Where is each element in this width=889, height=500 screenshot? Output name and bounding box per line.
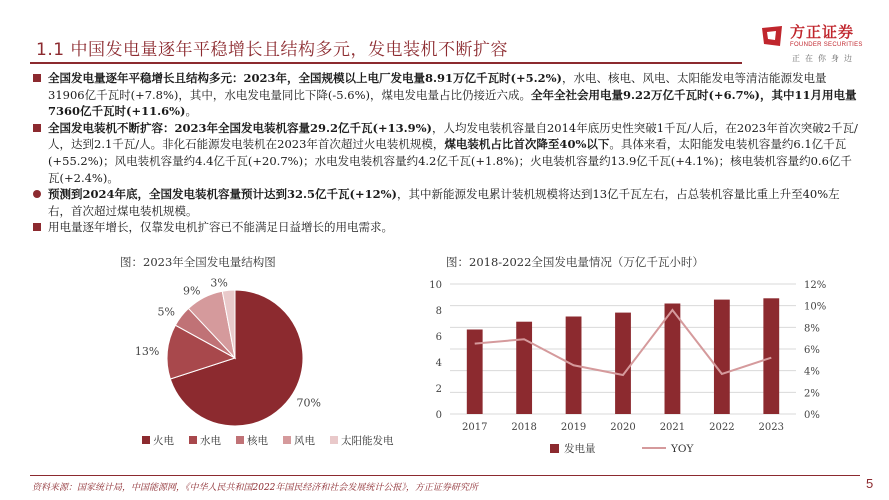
bar xyxy=(714,300,730,414)
logo-mark-icon xyxy=(760,24,784,48)
bullet-item xyxy=(32,186,862,219)
x-tick-label: 2017 xyxy=(461,422,488,433)
legend-swatch xyxy=(283,436,291,444)
y-tick-left: 10 xyxy=(429,280,442,291)
pie-data-label: 70% xyxy=(296,396,321,410)
bullet-circle-icon xyxy=(33,190,41,198)
pie-data-label: 13% xyxy=(134,344,160,358)
bullet-item xyxy=(32,219,862,236)
bullet-text-bold: 煤电装机占比首次降至40%以下 xyxy=(444,137,610,152)
pie-data-label: 9% xyxy=(183,284,201,298)
footer-divider xyxy=(30,475,860,476)
legend-label: 风电 xyxy=(294,435,315,447)
company-logo xyxy=(760,18,875,68)
x-tick-label: 2023 xyxy=(758,422,785,433)
x-tick-label: 2022 xyxy=(709,422,735,433)
bullet-text: ，水电、核电、风电、太阳能发电等清洁能源发电量31906亿千瓦时(+7.8%)，其中，水电发电量同比下降(-5.6%)，煤电发电量占比仍接近六成。 xyxy=(48,71,827,102)
y-tick-left: 4 xyxy=(435,358,442,369)
bar xyxy=(516,322,532,414)
y-tick-left: 2 xyxy=(435,384,442,395)
page-title: 1.1 中国发电量逐年平稳增长且结构多元，发电装机不断扩容 xyxy=(36,40,508,60)
bullet-text: 。具体来看，太阳能发电装机容量约6.1亿千瓦(+55.2%)；风电装机容量约4.4亿千瓦(+20.7%)；水电发电装机容量约4.2亿千瓦(+1.8%)；火电装机容量约13.9亿千瓦(+4.1%)；核电装机容量约0.6亿千瓦(+2.4%)。 xyxy=(48,137,852,185)
bullet-text: ，其中新能源发电累计装机规模将达到13亿千瓦左右，占总装机容量比重上升至40%左右，首次超过煤电装机规模。 xyxy=(48,187,840,218)
legend-label: 核电 xyxy=(247,435,268,447)
legend-label: 火电 xyxy=(153,435,174,447)
pie-data-label: 3% xyxy=(210,276,228,290)
legend-label: YOY xyxy=(671,443,694,455)
bullet-text: 。 xyxy=(185,104,197,119)
pie-chart xyxy=(100,270,400,460)
pie-chart-title: 图：2023年全国发电量结构图 xyxy=(120,255,276,269)
bullet-square-icon xyxy=(33,124,41,132)
bar xyxy=(615,313,631,414)
legend-label: 太阳能发电 xyxy=(341,435,394,447)
y-tick-right: 4% xyxy=(804,366,820,378)
bullet-item xyxy=(32,70,862,120)
legend-swatch xyxy=(330,436,338,444)
source-note: 资料来源：国家统计局，中国能源网，《中华人民共和国2022年国民经济和社会发展统计公报》，方正证券研究所 xyxy=(32,483,478,493)
page-number: 5 xyxy=(866,476,874,491)
header xyxy=(0,0,889,63)
y-tick-left: 0 xyxy=(435,410,442,421)
legend-swatch xyxy=(550,444,559,453)
bar xyxy=(763,298,779,414)
bar xyxy=(665,304,681,415)
legend-label: 水电 xyxy=(200,435,221,447)
x-tick-label: 2021 xyxy=(659,422,686,433)
logo-text-cn: 方正证券 xyxy=(790,23,855,41)
bullet-text-bold: 全国发电装机不断扩容：2023年全国发电装机容量29.2亿千瓦(+13.9%) xyxy=(48,120,432,135)
y-tick-left: 6 xyxy=(435,332,442,343)
bullet-text: ，人均发电装机容量自2014年底历史性突破1千瓦/人后，在2023年首次突破2千瓦/人，达到2.1千瓦/人。非化石能源发电装机在2023年首次超过火电装机规模， xyxy=(48,120,858,152)
y-tick-right: 0% xyxy=(804,410,820,421)
legend-swatch xyxy=(142,436,150,444)
bullet-square-icon xyxy=(33,223,41,231)
logo-text-en: FOUNDER SECURITIES xyxy=(790,42,863,48)
bullet-text: 用电量逐年增长，仅靠发电机扩容已不能满足日益增长的用电需求。 xyxy=(48,220,393,235)
logo-slogan: 正在你身边 xyxy=(792,54,857,63)
bullet-item xyxy=(32,120,862,186)
bullet-list xyxy=(32,70,862,236)
bullet-text-bold: 预测到2024年底，全国发电装机容量预计达到32.5亿千瓦(+12%) xyxy=(48,187,397,202)
bar-chart-title: 图：2018-2022全国发电量情况（万亿千瓦小时） xyxy=(446,255,704,269)
y-tick-right: 10% xyxy=(804,301,827,313)
x-tick-label: 2018 xyxy=(511,422,537,433)
y-tick-right: 8% xyxy=(804,323,820,335)
x-tick-label: 2019 xyxy=(560,422,587,433)
legend-swatch xyxy=(189,436,197,444)
y-tick-right: 12% xyxy=(804,280,827,291)
pie-data-label: 5% xyxy=(157,305,175,319)
legend-label: 发电量 xyxy=(564,443,596,455)
y-tick-right: 6% xyxy=(804,345,820,356)
title-divider xyxy=(30,62,742,64)
bar-chart xyxy=(420,272,840,467)
x-tick-label: 2020 xyxy=(610,422,636,433)
bullet-text-bold: 全年全社会用电量9.22万亿千瓦时(+6.7%)，其中11月用电量7360亿千瓦时(+11.6%) xyxy=(48,87,857,119)
y-tick-left: 8 xyxy=(435,306,442,317)
y-tick-right: 2% xyxy=(804,388,820,400)
bullet-text-bold: 全国发电量逐年平稳增长且结构多元：2023年，全国规模以上电厂发电量8.91万亿千瓦时(+5.2%) xyxy=(48,71,562,85)
bullet-square-icon xyxy=(33,74,41,82)
legend-swatch xyxy=(236,436,244,444)
